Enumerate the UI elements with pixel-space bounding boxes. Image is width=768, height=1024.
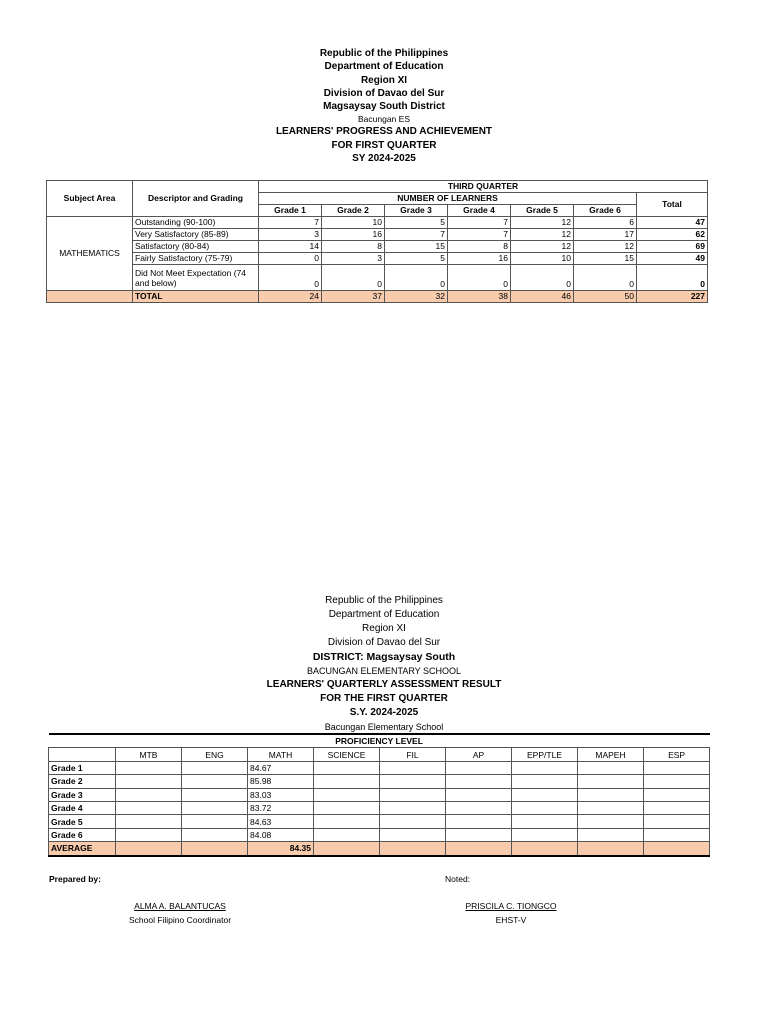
header-republic: Republic of the Philippines [325,595,443,606]
value-cell: 0 [574,265,637,291]
row-total-cell: 47 [637,217,708,229]
value-cell: 3 [259,229,322,241]
row-total-cell: 0 [637,265,708,291]
value-cell: 17 [574,229,637,241]
header-district: DISTRICT: Magsaysay South [312,651,456,663]
table-row [49,788,710,801]
value-cell: 3 [322,253,385,265]
subject-header: EPP/TLE [512,748,578,761]
grade-label: Grade 6 [49,828,116,841]
quarter-header: THIRD QUARTER [259,181,708,193]
header-school: Bacungan Elementary School [324,722,444,732]
subject-header: ENG [182,748,248,761]
row-total-cell: 62 [637,229,708,241]
report-title-line1: LEARNERS' QUARTERLY ASSESSMENT RESULT [266,679,502,690]
report-title-line1: LEARNERS' PROGRESS AND ACHIEVEMENT [275,126,493,138]
table-row [47,265,708,291]
total-value-cell: 24 [259,291,322,303]
value-cell: 5 [385,217,448,229]
subject-header: ESP [644,748,710,761]
math-cell: 85.98 [248,775,314,788]
math-cell: 84.67 [248,761,314,774]
subject-header: SCIENCE [314,748,380,761]
value-cell: 6 [574,217,637,229]
header-division: Division of Davao del Sur [327,637,441,648]
learners-progress-table [46,180,708,303]
prepared-by-label: Prepared by: [49,874,101,884]
value-cell: 15 [385,241,448,253]
table-row [49,775,710,788]
header-division: Division of Davao del Sur [323,87,445,99]
table-row [47,217,708,229]
math-cell: 83.72 [248,801,314,814]
proficiency-row [49,734,710,748]
grade-header: Grade 4 [448,205,511,217]
value-cell: 12 [511,217,574,229]
value-cell: 8 [322,241,385,253]
table-row [49,761,710,774]
value-cell: 16 [448,253,511,265]
total-value-cell: 32 [385,291,448,303]
value-cell: 15 [574,253,637,265]
math-cell: 83.03 [248,788,314,801]
average-row [49,842,710,856]
value-cell: 0 [385,265,448,291]
total-value-cell: 37 [322,291,385,303]
report-header-2 [0,594,768,734]
grade-label: Grade 4 [49,801,116,814]
grade-label: Grade 3 [49,788,116,801]
total-value-cell: 38 [448,291,511,303]
report-title-line3: SY 2024-2025 [352,153,416,165]
descriptor-cell: Did Not Meet Expectation (74 and below) [133,265,259,291]
descriptor-cell: Very Satisfactory (85-89) [133,229,259,241]
noter-title: EHST-V [495,915,527,925]
average-math-cell: 84.35 [248,842,314,856]
table-row [49,801,710,814]
subject-header: MAPEH [578,748,644,761]
value-cell: 14 [259,241,322,253]
report-title-line3: S.Y. 2024-2025 [349,707,419,718]
table-row [47,253,708,265]
total-value-cell: 46 [511,291,574,303]
header-region: Region XI [360,74,408,86]
header-department: Department of Education [328,609,440,620]
report-header-1 [0,47,768,165]
value-cell: 0 [259,253,322,265]
value-cell: 0 [259,265,322,291]
value-cell: 16 [322,229,385,241]
assessment-result-table [48,733,710,857]
header-district: Magsaysay South District [323,101,445,113]
report-title-line2: FOR FIRST QUARTER [331,139,437,151]
grade-label: Grade 2 [49,775,116,788]
subject-cell: MATHEMATICS [47,217,133,291]
number-of-learners-header: NUMBER OF LEARNERS [259,193,637,205]
value-cell: 12 [574,241,637,253]
value-cell: 10 [322,217,385,229]
value-cell: 7 [385,229,448,241]
header-department: Department of Education [324,61,444,73]
descriptor-cell: Outstanding (90-100) [133,217,259,229]
preparer-name: ALMA A. BALANTUCAS [134,901,226,911]
grade-header: Grade 3 [385,205,448,217]
math-cell: 84.63 [248,815,314,828]
subject-header: MTB [116,748,182,761]
value-cell: 8 [448,241,511,253]
table-row [47,241,708,253]
row-total-cell: 69 [637,241,708,253]
total-header: Total [637,193,708,217]
table-header-row [47,181,708,193]
noted-label: Noted: [445,874,471,884]
total-label: TOTAL [133,291,259,303]
total-row [47,291,708,303]
value-cell: 0 [322,265,385,291]
value-cell: 0 [511,265,574,291]
descriptor-header: Descriptor and Grading [133,181,259,217]
grade-label: Grade 1 [49,761,116,774]
value-cell: 5 [385,253,448,265]
value-cell: 7 [448,217,511,229]
table-row [49,828,710,841]
empty-cell [47,291,133,303]
value-cell: 7 [448,229,511,241]
header-region: Region XI [362,623,406,634]
descriptor-cell: Satisfactory (80-84) [133,241,259,253]
total-value-cell: 50 [574,291,637,303]
subject-header: MATH [248,748,314,761]
average-label: AVERAGE [49,842,116,856]
value-cell: 10 [511,253,574,265]
math-cell: 84.08 [248,828,314,841]
value-cell: 0 [448,265,511,291]
table-row [47,229,708,241]
subject-area-header: Subject Area [47,181,133,217]
descriptor-cell: Fairly Satisfactory (75-79) [133,253,259,265]
header-school: Bacungan ES [358,114,410,125]
grade-label: Grade 5 [49,815,116,828]
subject-header: AP [446,748,512,761]
header-republic: Republic of the Philippines [319,48,449,59]
value-cell: 12 [511,241,574,253]
value-cell: 7 [259,217,322,229]
grade-header: Grade 2 [322,205,385,217]
grand-total-cell: 227 [637,291,708,303]
header-school-upper: BACUNGAN ELEMENTARY SCHOOL [306,666,462,676]
report-title-line2: FOR THE FIRST QUARTER [320,693,448,704]
grade-header: Grade 5 [511,205,574,217]
table-row [49,815,710,828]
preparer-title: School Filipino Coordinator [128,915,232,925]
row-total-cell: 49 [637,253,708,265]
grade-header: Grade 6 [574,205,637,217]
value-cell: 12 [511,229,574,241]
noter-name: PRISCILA C. TIONGCO [465,901,557,911]
subject-header: FIL [380,748,446,761]
empty-cell [49,748,116,761]
subject-header-row [49,748,710,761]
proficiency-level-header: PROFICIENCY LEVEL [49,734,710,748]
grade-header: Grade 1 [259,205,322,217]
